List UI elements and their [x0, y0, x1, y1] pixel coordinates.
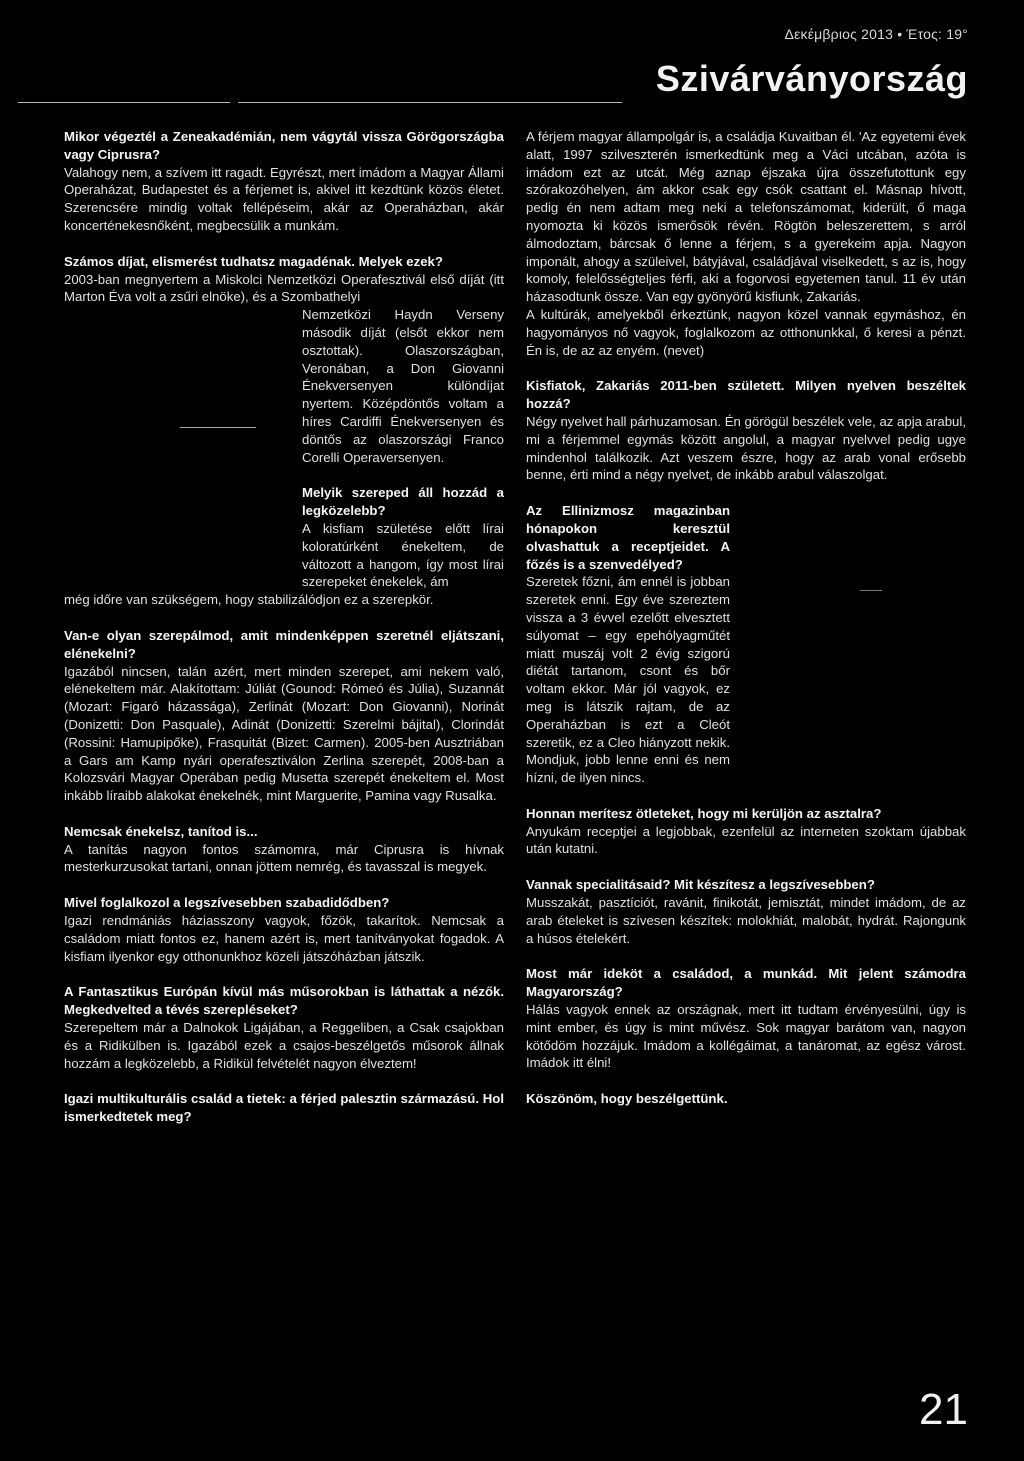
- paragraph-gap: [64, 466, 504, 484]
- interview-answer: Nemzetközi Haydn Verseny második díját (elsőt ekkor nem osztottak). Olaszországban, Veronában, a Don Giovanni Énekversenyen különdíjat nyertem. Középdöntős voltam a híres Cardiffi Énekversenyen és döntős az olaszországi Franco Corelli Operaversenyen.: [302, 307, 504, 465]
- page-number: 21: [919, 1385, 968, 1434]
- paragraph-gap: [64, 235, 504, 253]
- interview-answer: Hálás vagyok ennek az országnak, mert itt tudtam érvényesülni, úgy is mint ember, és úgy is mint művész. Sok magyar barátom van, nagyon kötődöm hozzájuk. Imádom a kollégáimat, a tanáromat, az egész várost. Imádok itt élni!: [526, 1002, 966, 1071]
- interview-answer: még időre van szükségem, hogy stabilizálódjon ez a szerepkör.: [64, 592, 434, 608]
- paragraph-gap: [526, 484, 966, 502]
- paragraph-gap: [64, 805, 504, 823]
- interview-answer: 2003-ban megnyertem a Miskolci Nemzetközi Operafesztivál első díját (itt Marton Éva volt a zsűri elnöke), és a Szombathelyi: [64, 271, 504, 305]
- interview-question: Van-e olyan szerepálmod, amit mindenképpen szeretnél eljátszani, elénekelni?: [64, 627, 504, 661]
- interview-answer: Musszakát, pasztíciót, ravánit, finikotát, jemisztát, mindet imádom, de az arab ételeket is szívesen készítek: molokhiát, malobát, hydrát. Rajongunk a húsos ételekért.: [526, 895, 966, 946]
- interview-question: Kisfiatok, Zakariás 2011-ben született. Milyen nyelven beszéltek hozzá?: [526, 378, 966, 412]
- paragraph-gap: [526, 787, 966, 805]
- magazine-title: Szivárványország: [655, 58, 968, 99]
- interview-question: A Fantasztikus Európán kívül más műsorokban is láthattak a nézők. Megkedvelted a tévés szerepléseket?: [64, 984, 504, 1018]
- left-column: [64, 128, 504, 1126]
- interview-answer: Anyukám receptjei a legjobbak, ezenfelül az interneten szoktam újabbak után kutatni.: [526, 823, 966, 857]
- interview-answer: Valahogy nem, a szívem itt ragadt. Egyrészt, mert imádom a Magyar Állami Operaházat, Budapestet és a férjemet is, akivel itt kezdtünk közös életet. Szerencsére mindig voltak fellépéseim, akár az Operaházban, akár koncerténekesnőként, megbecsülik a munkám.: [64, 164, 504, 233]
- interview-question: Számos díjat, elismerést tudhatsz magadénak. Melyek ezek?: [64, 253, 443, 269]
- interview-answer: Szerepeltem már a Dalnokok Ligájában, a Reggeliben, a Csak csajokban és a Ridikülben is. Igazából ezek a csajos-beszélgetős műsorok állnak hozzám a legközelebb, a Ridikül felvételét nagyon élveztem!: [64, 1020, 504, 1071]
- interview-answer: Szeretek főzni, ám ennél is jobban szeretek enni. Egy éve szereztem vissza a 3 évvel ezelőtt elvesztett súlyomat – egy epehólyagműtét miatt muszáj volt 2 évig szigorú diétát tartanom, csont és bőr voltam ekkor. Már jól vagyok, ez meg is látszik rajtam, de az Operaházban is ezt a Cleót szeretik, ez a Cleo hiányzott nekik. Mondjuk, jobb lenne enni és nem hízni, de ilyen nincs.: [526, 574, 730, 786]
- interview-answer: Igazából nincsen, talán azért, mert minden szerepet, ami nekem való, elénekeltem már. Alakítottam: Júliát (Gounod: Rómeó és Júlia), Suzannát (Mozart: Figaró házassága), Zerlinát (Mozart: Don Giovanni), Norinát (Donizetti: Don Pasquale), Adinát (Donizetti: Szerelmi bájital), Clorindát (Rossini: Hamupipőke), Frasquitát (Bizet: Carmen). 2005-ben Ausztriában a Gars am Kamp nyári operafesztiválon Zerlina szerepét, 2008-ban a Kolozsvári Magyar Operában pedig Musetta szerepét énekeltem el. Most inkább líraibb alakokat énekelnék, mint Marguerite, Pamina vagy Rusalka.: [64, 663, 504, 804]
- interview-question: Az Ellinizmosz magazinban hónapokon keresztül olvashattuk a receptjeidet. A főzés is a szenvedélyed?: [526, 503, 730, 572]
- date-line: Δεκέμβριος 2013 • Έτος: 19°: [784, 26, 968, 42]
- right-column: [526, 128, 966, 1108]
- interview-question: Mivel foglalkozol a legszívesebben szabadidődben?: [64, 895, 390, 911]
- paragraph-gap: [64, 609, 504, 627]
- interview-answer: A tanítás nagyon fontos számomra, már Ciprusra is hívnak mesterkurzusokat tartani, onnan jöttem nemrég, és tavasszal is megyek.: [64, 841, 504, 875]
- interview-question: Igazi multikulturális család a tietek: a férjed palesztin származású. Hol ismerkedtetek meg?: [64, 1091, 504, 1125]
- header-rule-left: [18, 102, 230, 103]
- interview-answer: A kisfiam születése előtt lírai koloratúrként énekeltem, de változott a hangom, így most lírai szerepeket énekelek, ám: [302, 520, 504, 590]
- interview-question: Vannak specialitásaid? Mit készítesz a legszívesebben?: [526, 877, 875, 893]
- paragraph-gap: [526, 858, 966, 876]
- interview-answer: Igazi rendmániás háziasszony vagyok, főzök, takarítok. Nemcsak a családom miatt fontos ez, hanem azért is, mert tanítványokat fogadok. A kisfiam ilyenkor egy otthonunkhoz közeli játszóházban játszik.: [64, 913, 504, 964]
- paragraph-gap: [64, 1072, 504, 1090]
- paragraph-gap: [526, 1072, 966, 1090]
- interview-question: Mikor végeztél a Zeneakadémián, nem vágytál vissza Görögországba vagy Ciprusra?: [64, 129, 504, 162]
- interview-question: Honnan merítesz ötleteket, hogy mi kerüljön az asztalra?: [526, 805, 882, 821]
- interview-question: Nemcsak énekelsz, tanítod is...: [64, 823, 258, 839]
- paragraph-gap: [64, 965, 504, 983]
- interview-question: Köszönöm, hogy beszélgettünk.: [526, 1091, 728, 1107]
- interview-question: Melyik szereped áll hozzád a legközelebb?: [302, 485, 504, 519]
- paragraph-gap: [526, 947, 966, 965]
- paragraph-gap: [64, 876, 504, 894]
- interview-answer: A férjem magyar állampolgár is, a családja Kuvaitban él. 'Az egyetemi évek alatt, 1997 szilveszterén ismerkedtünk meg a Váci utcában, azóta is imádom ezt az utcát. Még aznap éjszaka újra összefutottunk egy szórakozóhelyen, ám akkor csak egy csók csattant el. Másnap hívott, pedig én nem adtam meg neki a telefonszámomat, kiderült, ő maga nyomozta ki közös ismerősök révén. Rögtön beleszerettem, s arról álmodoztam, bárcsak ő lenne a férjem, s a gyerekeim apja. Nagyon imponált, ahogy a szüleivel, bátyjával, családjával viselkedett, s az is, hogy komoly, felelősségteljes férfi, aki a fogorvosi egyetemen tanul. 11 év után házasodtunk össze. Van egy gyönyörű kisfiunk, Zakariás.: [526, 129, 966, 305]
- header-rule-right: [238, 102, 622, 103]
- paragraph-gap: [526, 359, 966, 377]
- interview-answer: A kultúrák, amelyekből érkeztünk, nagyon közel vannak egymáshoz, én hagyományos nő vagyok, foglalkozom az otthonunkkal, ő keresi a pénzt. Én is, de az az enyém. (nevet): [526, 306, 966, 358]
- interview-answer: Négy nyelvet hall párhuzamosan. Én görögül beszélek vele, az apja arabul, mi a férjemmel egymás között angolul, a magyar nyelvvel pedig ugye mindenhol találkozik. Azt veszem észre, hogy az arab vonal erősebb benne, érti mind a négy nyelvet, de inkább arabul válaszolgat.: [526, 413, 966, 483]
- interview-question: Most már ideköt a családod, a munkád. Mit jelent számodra Magyarország?: [526, 966, 966, 1000]
